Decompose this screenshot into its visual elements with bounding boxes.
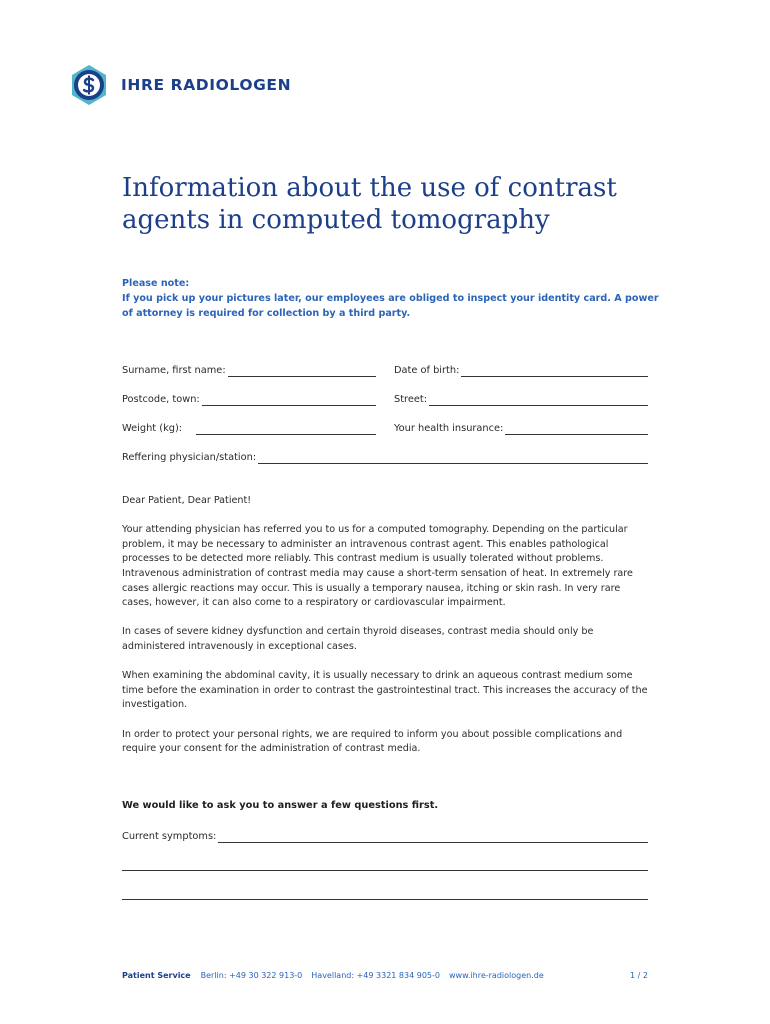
symptoms-label: Current symptoms:	[122, 831, 217, 842]
symptoms-line-3[interactable]	[122, 899, 648, 900]
weight-label: Weight (kg):	[122, 423, 183, 434]
postcode-field[interactable]	[122, 392, 376, 406]
page-number: 1 / 2	[630, 971, 648, 980]
footer	[122, 971, 648, 980]
paragraph-3: When examining the abdominal cavity, it is usually necessary to drink an aqueous contrast medium some time before the examination in order to contrast the gastrointestinal tract. This increases the accuracy of the investigation.	[122, 670, 648, 711]
physician-label: Reffering physician/station:	[122, 452, 257, 463]
street-field[interactable]	[394, 392, 648, 406]
postcode-label: Postcode, town:	[122, 394, 200, 405]
surname-input-line[interactable]	[228, 366, 376, 377]
paragraph-1: Your attending physician has referred you to us for a computed tomography. Depending on the particular problem, it may be necessary to administer an intravenous contrast agent. This enables pathological processes to be detected more reliably. This contrast medium is usually tolerated without problems. Intravenous administration of contrast media may cause a short-term sensation of heat. In extremely rare cases allergic reactions may occur. This is usually a temporary nausea, itching or skin rash. In very rare cases, however, it can also come to a respiratory or cardiovascular impairment.	[122, 524, 633, 609]
footer-berlin-phone: Berlin: +49 30 322 913-0	[200, 971, 303, 980]
questions-heading: We would like to ask you to answer a few questions first.	[122, 800, 439, 811]
greeting: Dear Patient, Dear Patient!	[122, 495, 252, 506]
note-heading: Please note:	[122, 278, 190, 289]
insurance-input-line[interactable]	[505, 424, 648, 435]
brand-logo	[67, 63, 291, 107]
dob-input-line[interactable]	[461, 366, 648, 377]
weight-input-line[interactable]	[196, 424, 376, 435]
note-text: If you pick up your pictures later, our employees are obliged to inspect your identity card. A power of attorney is required for collection by a third party.	[122, 293, 659, 319]
weight-field[interactable]	[122, 421, 376, 435]
insurance-field[interactable]	[394, 421, 648, 435]
street-input-line[interactable]	[429, 395, 648, 406]
body-text	[122, 494, 652, 771]
page-title: Information about the use of contrast agents in computed tomography	[122, 173, 617, 235]
symptoms-input-line[interactable]	[218, 832, 648, 843]
brand-name: IHRE RADIOLOGEN	[121, 76, 292, 94]
street-label: Street:	[394, 394, 428, 405]
note-block	[122, 276, 662, 321]
postcode-input-line[interactable]	[202, 395, 376, 406]
surname-field[interactable]	[122, 363, 376, 377]
dob-label: Date of birth:	[394, 365, 460, 376]
physician-field[interactable]	[122, 450, 648, 464]
radiology-logo-icon	[67, 63, 111, 107]
symptoms-field[interactable]	[122, 829, 648, 843]
symptoms-line-2[interactable]	[122, 870, 648, 871]
insurance-label: Your health insurance:	[394, 423, 504, 434]
dob-field[interactable]	[394, 363, 648, 377]
surname-label: Surname, first name:	[122, 365, 226, 376]
physician-input-line[interactable]	[258, 453, 648, 464]
paragraph-4: In order to protect your personal rights, we are required to inform you about possible complications and require your consent for the administration of contrast media.	[122, 728, 623, 755]
footer-service-label: Patient Service	[122, 971, 191, 980]
paragraph-2: In cases of severe kidney dysfunction and certain thyroid diseases, contrast media should only be administered intravenously in exceptional cases.	[122, 626, 594, 652]
footer-website[interactable]: www.ihre-radiologen.de	[448, 971, 544, 980]
footer-havelland-phone: Havelland: +49 3321 834 905-0	[311, 971, 440, 980]
